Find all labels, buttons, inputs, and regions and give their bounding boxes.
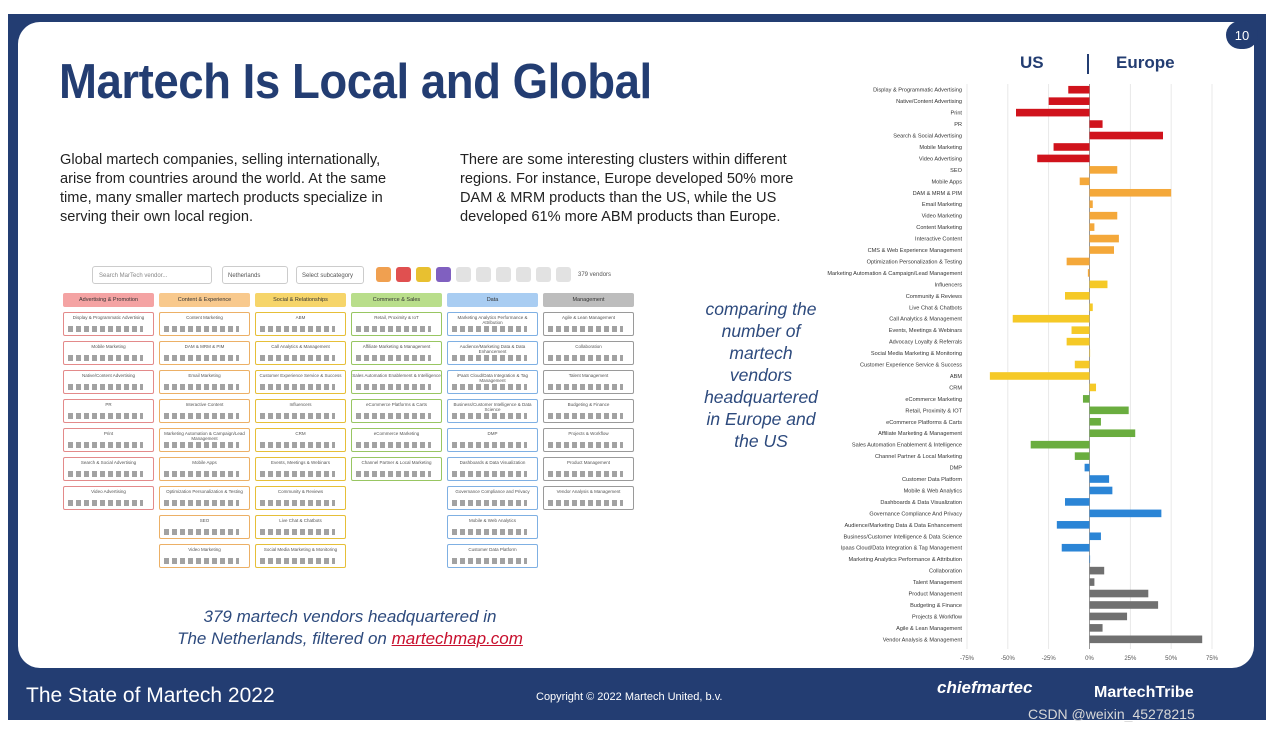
bar bbox=[1072, 326, 1090, 334]
vendor-logos bbox=[452, 529, 527, 535]
grid-view-icon[interactable] bbox=[436, 267, 451, 282]
bar bbox=[1090, 475, 1110, 483]
zoom-reset-icon[interactable] bbox=[496, 267, 511, 282]
vendor-logos bbox=[452, 558, 527, 564]
map-column bbox=[63, 293, 154, 510]
map-category-box[interactable] bbox=[255, 486, 346, 510]
category-label: Community & Reviews bbox=[905, 293, 962, 300]
map-category-box[interactable] bbox=[255, 341, 346, 365]
map-category-box[interactable] bbox=[255, 457, 346, 481]
map-category-box[interactable] bbox=[447, 312, 538, 336]
bar bbox=[1049, 97, 1090, 105]
vendor-logos bbox=[548, 384, 623, 390]
category-label: Advocacy Loyalty & Referrals bbox=[888, 339, 962, 346]
bar bbox=[990, 372, 1090, 380]
bar bbox=[1090, 407, 1129, 415]
vendor-logos bbox=[68, 413, 143, 419]
category-label: Interactive Content bbox=[915, 236, 962, 243]
bar bbox=[1090, 578, 1095, 586]
vendor-logos bbox=[68, 326, 143, 332]
vendor-logos bbox=[260, 326, 335, 332]
help-icon[interactable] bbox=[516, 267, 531, 282]
map-category-box[interactable] bbox=[351, 370, 442, 394]
map-category-label: Sales Automation Enablement & Intelligence bbox=[352, 373, 441, 378]
category-label: Content Marketing bbox=[916, 225, 962, 232]
vendor-logos bbox=[356, 355, 431, 361]
vendor-logos bbox=[260, 442, 335, 448]
map-category-label: Vendor Analysis & Management bbox=[556, 489, 621, 494]
page-number-badge: 10 bbox=[1226, 21, 1258, 49]
bar bbox=[1090, 281, 1108, 289]
map-category-label: Retail, Proximity & IoT bbox=[374, 315, 419, 320]
map-category-label: Governance Compliance and Privacy bbox=[455, 489, 530, 494]
map-category-label: SEO bbox=[199, 518, 210, 523]
x-tick-label: -75% bbox=[959, 656, 975, 660]
bar bbox=[1013, 315, 1090, 323]
map-category-label: Print bbox=[103, 431, 114, 436]
map-category-label: Budgeting & Finance bbox=[567, 402, 610, 407]
bar bbox=[1090, 418, 1101, 426]
category-label: Social Media Marketing & Monitoring bbox=[870, 351, 962, 358]
map-category-label: Live Chat & Chatbots bbox=[279, 518, 322, 523]
category-label: Display & Programmatic Advertising bbox=[873, 87, 962, 94]
map-category-box[interactable] bbox=[159, 370, 250, 394]
country-select[interactable]: Netherlands bbox=[222, 266, 288, 284]
map-category-box[interactable] bbox=[255, 370, 346, 394]
category-label: eCommerce Marketing bbox=[905, 396, 962, 403]
category-label: Ipaas Cloud/Data Integration & Tag Management bbox=[840, 545, 962, 552]
martechtribe-logo: MartechTribe bbox=[1094, 684, 1194, 701]
list-view-icon[interactable] bbox=[416, 267, 431, 282]
bar bbox=[1075, 452, 1090, 460]
map-column bbox=[543, 293, 634, 510]
vendor-logos bbox=[452, 471, 527, 477]
map-caption bbox=[140, 606, 560, 650]
map-category-label: iPaaS Cloud/Data Integration & Tag Management bbox=[457, 373, 528, 383]
vendor-logos bbox=[356, 471, 431, 477]
category-label: Affiliate Marketing & Management bbox=[878, 431, 962, 438]
map-category-label: Events, Meetings & Webinars bbox=[271, 460, 330, 465]
vendor-logos bbox=[68, 355, 143, 361]
map-category-box[interactable] bbox=[63, 370, 154, 394]
category-label: Live Chat & Chatbots bbox=[909, 305, 962, 312]
bar bbox=[1054, 143, 1090, 151]
x-tick-label: 50% bbox=[1165, 656, 1178, 660]
map-category-box[interactable] bbox=[255, 399, 346, 423]
map-category-box[interactable] bbox=[447, 399, 538, 423]
vendor-logos bbox=[548, 355, 623, 361]
side-note: comparing the number of martech vendors headquartered in Europe and the US bbox=[704, 299, 818, 451]
bar bbox=[1080, 178, 1090, 186]
vendor-logos bbox=[260, 471, 335, 477]
category-label: Agile & Lean Management bbox=[896, 625, 962, 632]
map-category-label: Optimization Personalization & Testing bbox=[166, 489, 243, 494]
map-category-label: Product Management bbox=[566, 460, 611, 465]
category-label: SEO bbox=[950, 167, 962, 174]
watermark: CSDN @weixin_45278215 bbox=[1028, 706, 1195, 722]
map-category-label: eCommerce Platforms & Carts bbox=[365, 402, 427, 407]
map-category-box[interactable] bbox=[255, 544, 346, 568]
category-label: CRM bbox=[949, 385, 962, 392]
map-column bbox=[447, 293, 538, 568]
bar bbox=[1090, 212, 1118, 220]
vendor-logos bbox=[452, 326, 527, 332]
vendor-logos bbox=[68, 384, 143, 390]
map-category-box[interactable] bbox=[447, 370, 538, 394]
map-category-box[interactable] bbox=[447, 515, 538, 539]
vendor-logos bbox=[356, 326, 431, 332]
map-category-label: DAM & MRM & PIM bbox=[184, 344, 225, 349]
bar bbox=[1067, 338, 1090, 346]
category-label: DMP bbox=[949, 465, 962, 472]
map-category-box[interactable] bbox=[543, 341, 634, 365]
map-category-box[interactable] bbox=[159, 428, 250, 452]
vendor-comparison-chart bbox=[780, 78, 1220, 660]
category-label: Video Advertising bbox=[918, 156, 962, 163]
map-category-label: Display & Programmatic Advertising bbox=[72, 315, 145, 320]
martechmap-link[interactable]: martechmap.com bbox=[391, 629, 523, 648]
bar bbox=[1090, 384, 1097, 392]
vendor-logos bbox=[164, 558, 239, 564]
x-tick-label: 0% bbox=[1085, 656, 1094, 660]
bar bbox=[1065, 498, 1090, 506]
bar bbox=[1090, 532, 1101, 540]
map-category-box[interactable] bbox=[255, 428, 346, 452]
vendor-search-input[interactable]: Search MarTech vendor... bbox=[92, 266, 212, 284]
map-column-header[interactable]: Social & Relationships bbox=[255, 293, 346, 307]
map-category-box[interactable] bbox=[63, 486, 154, 510]
map-column bbox=[255, 293, 346, 568]
map-category-box[interactable] bbox=[543, 312, 634, 336]
map-category-box[interactable] bbox=[63, 312, 154, 336]
bar bbox=[1090, 510, 1162, 518]
share-icon[interactable] bbox=[556, 267, 571, 282]
zoom-out-icon[interactable] bbox=[476, 267, 491, 282]
vendor-logos bbox=[452, 442, 527, 448]
map-category-label: eCommerce Marketing bbox=[373, 431, 420, 436]
category-label: Talent Management bbox=[912, 580, 962, 587]
map-column-header[interactable]: Data bbox=[447, 293, 538, 307]
map-category-label: Agile & Lean Management bbox=[561, 315, 616, 320]
map-category-label: Search & Social Advertising bbox=[80, 460, 137, 465]
bar bbox=[1090, 636, 1203, 644]
bar bbox=[1090, 555, 1091, 563]
x-tick-label: 25% bbox=[1124, 656, 1137, 660]
category-label: Dashboards & Data Visualization bbox=[880, 499, 962, 506]
category-label: ABM bbox=[949, 373, 962, 380]
map-category-box[interactable] bbox=[63, 428, 154, 452]
category-label: Retail, Proximity & IOT bbox=[905, 408, 962, 415]
vendor-logos bbox=[164, 355, 239, 361]
bar bbox=[1057, 521, 1090, 529]
map-category-label: Talent Management bbox=[568, 373, 609, 378]
map-category-box[interactable] bbox=[159, 341, 250, 365]
category-label: Sales Automation Enablement & Intelligence bbox=[851, 442, 962, 449]
map-column-header[interactable]: Advertising & Promotion bbox=[63, 293, 154, 307]
bar bbox=[1090, 624, 1103, 632]
map-category-box[interactable] bbox=[351, 312, 442, 336]
map-category-box[interactable] bbox=[351, 428, 442, 452]
map-category-box[interactable] bbox=[543, 370, 634, 394]
bar bbox=[1075, 361, 1090, 369]
map-category-label: Call Analytics & Management bbox=[271, 344, 330, 349]
map-category-box[interactable] bbox=[543, 486, 634, 510]
category-label: Events, Meetings & Webinars bbox=[888, 328, 962, 335]
map-category-box[interactable] bbox=[159, 515, 250, 539]
vendor-logos bbox=[68, 500, 143, 506]
map-category-box[interactable] bbox=[543, 399, 634, 423]
bar bbox=[1090, 613, 1128, 621]
map-column-header[interactable]: Management bbox=[543, 293, 634, 307]
map-column-header[interactable]: Commerce & Sales bbox=[351, 293, 442, 307]
map-category-box[interactable] bbox=[447, 544, 538, 568]
map-category-box[interactable] bbox=[447, 457, 538, 481]
europe-label: Europe bbox=[1116, 53, 1175, 72]
map-category-box[interactable] bbox=[63, 399, 154, 423]
bar bbox=[1090, 246, 1115, 254]
map-category-box[interactable] bbox=[351, 399, 442, 423]
paragraph-left: Global martech companies, selling internationally, arise from countries around the world. At the same time, many smaller martech products specialize in serving their own local region. bbox=[60, 152, 387, 225]
map-category-label: Marketing Analytics Performance & Attribution bbox=[457, 315, 528, 325]
vendor-logos bbox=[548, 471, 623, 477]
bar bbox=[1083, 395, 1090, 403]
martechmap-toolbar bbox=[92, 266, 632, 286]
vendor-logos bbox=[164, 500, 239, 506]
us-label: US bbox=[1020, 53, 1044, 72]
map-category-box[interactable] bbox=[447, 486, 538, 510]
vendor-logos bbox=[164, 384, 239, 390]
vendor-logos bbox=[260, 558, 335, 564]
bar bbox=[1090, 189, 1172, 197]
x-tick-label: -25% bbox=[1041, 656, 1056, 660]
bar bbox=[1090, 235, 1119, 243]
map-column bbox=[351, 293, 442, 481]
map-category-label: Customer Data Platform bbox=[468, 547, 517, 552]
map-category-box[interactable] bbox=[63, 457, 154, 481]
category-label: eCommerce Platforms & Carts bbox=[886, 419, 962, 426]
map-category-label: Social Media Marketing & Monitoring bbox=[263, 547, 338, 552]
vendor-logos bbox=[356, 442, 431, 448]
map-category-label: ABM bbox=[295, 315, 306, 320]
vendor-logos bbox=[260, 413, 335, 419]
map-category-box[interactable] bbox=[159, 312, 250, 336]
x-tick-label: 75% bbox=[1205, 656, 1219, 660]
vendor-logos bbox=[452, 355, 527, 361]
category-label: Email Marketing bbox=[921, 202, 962, 209]
map-caption-line1: 379 martech vendors headquartered in bbox=[203, 607, 497, 626]
vendor-logos bbox=[548, 442, 623, 448]
map-category-box[interactable] bbox=[255, 312, 346, 336]
vendor-logos bbox=[260, 500, 335, 506]
bar bbox=[1065, 292, 1090, 300]
category-label: Channel Partner & Local Marketing bbox=[874, 454, 962, 461]
category-label: Collaboration bbox=[929, 568, 962, 575]
map-category-label: Email Marketing bbox=[188, 373, 221, 378]
vendor-logos bbox=[68, 442, 143, 448]
slide-title: Martech Is Local and Global bbox=[59, 55, 652, 109]
map-category-label: Influencers bbox=[289, 402, 312, 407]
vendor-logos bbox=[548, 413, 623, 419]
map-category-label: Content Marketing bbox=[186, 315, 223, 320]
bar bbox=[1090, 166, 1118, 174]
vendor-logos bbox=[164, 326, 239, 332]
map-category-label: PR bbox=[105, 402, 112, 407]
map-category-box[interactable] bbox=[159, 544, 250, 568]
bar bbox=[1090, 132, 1164, 140]
bar bbox=[1090, 200, 1093, 208]
map-category-label: Video Marketing bbox=[188, 547, 221, 552]
bar bbox=[1031, 441, 1090, 449]
chiefmartec-logo: chiefmartec bbox=[937, 678, 1033, 697]
bar bbox=[1090, 223, 1095, 231]
category-label: Audience/Marketing Data & Data Enhancement bbox=[844, 522, 962, 529]
map-category-box[interactable] bbox=[447, 428, 538, 452]
category-label: Mobile Marketing bbox=[919, 144, 962, 151]
vendor-logos bbox=[260, 384, 335, 390]
vendor-logos bbox=[548, 500, 623, 506]
category-label: PR bbox=[954, 122, 962, 129]
vendor-logos bbox=[356, 384, 431, 390]
vendor-logos bbox=[68, 471, 143, 477]
bar bbox=[1068, 86, 1089, 94]
category-label: Print bbox=[950, 110, 962, 117]
subcategory-select[interactable]: Select subcategory bbox=[296, 266, 364, 284]
map-category-label: Affiliate Marketing & Management bbox=[362, 344, 431, 349]
map-category-label: Mobile & Web Analytics bbox=[469, 518, 516, 523]
map-category-label: Channel Partner & Local Marketing bbox=[361, 460, 432, 465]
vendor-logos bbox=[452, 413, 527, 419]
category-label: Customer Experience Service & Success bbox=[860, 362, 962, 369]
category-label: Business/Customer Intelligence & Data Science bbox=[843, 534, 962, 541]
map-column-header[interactable]: Content & Experience bbox=[159, 293, 250, 307]
x-tick-label: -50% bbox=[1000, 656, 1015, 660]
category-label: Vendor Analysis & Management bbox=[882, 637, 962, 644]
print-icon[interactable] bbox=[536, 267, 551, 282]
category-label: Video Marketing bbox=[921, 213, 962, 220]
footer-title: The State of Martech 2022 bbox=[26, 684, 275, 707]
bar bbox=[1067, 258, 1090, 266]
map-category-box[interactable] bbox=[351, 457, 442, 481]
bar bbox=[1016, 109, 1090, 117]
map-category-box[interactable] bbox=[63, 341, 154, 365]
bar bbox=[1090, 590, 1149, 598]
vendor-logos bbox=[452, 384, 527, 390]
category-label: Search & Social Advertising bbox=[893, 133, 962, 140]
bar bbox=[1090, 303, 1093, 311]
view-icon[interactable] bbox=[376, 267, 391, 282]
vendor-count: 379 vendors bbox=[578, 272, 612, 278]
map-category-box[interactable] bbox=[159, 486, 250, 510]
category-label: Marketing Analytics Performance & Attribution bbox=[848, 557, 962, 564]
map-category-label: Video Advertising bbox=[91, 489, 126, 494]
map-category-label: Projects & Workflow bbox=[568, 431, 609, 436]
category-label: Governance Compliance And Privacy bbox=[869, 511, 962, 518]
vendor-logos bbox=[260, 355, 335, 361]
map-category-label: Mobile Marketing bbox=[91, 344, 126, 349]
color-view-icon[interactable] bbox=[396, 267, 411, 282]
map-category-label: Mobile Apps bbox=[192, 460, 217, 465]
bar bbox=[1090, 429, 1136, 437]
category-label: Mobile Apps bbox=[931, 179, 962, 186]
map-category-label: Audience/Marketing Data & Data Enhancement bbox=[459, 344, 526, 354]
category-label: DAM & MRM & PIM bbox=[912, 190, 962, 197]
map-category-label: Interactive Content bbox=[185, 402, 224, 407]
map-category-box[interactable] bbox=[543, 457, 634, 481]
map-category-label: Customer Experience Service & Success bbox=[259, 373, 342, 378]
map-category-label: Collaboration bbox=[575, 344, 602, 349]
bar bbox=[1037, 155, 1089, 163]
map-category-box[interactable] bbox=[255, 515, 346, 539]
map-category-label: CRM bbox=[295, 431, 306, 436]
bar bbox=[1088, 269, 1090, 277]
category-label: Budgeting & Finance bbox=[910, 602, 962, 609]
footer-copyright: Copyright © 2022 Martech United, b.v. bbox=[536, 691, 723, 703]
map-category-box[interactable] bbox=[543, 428, 634, 452]
map-column bbox=[159, 293, 250, 568]
bar bbox=[1090, 601, 1159, 609]
vendor-logos bbox=[548, 326, 623, 332]
vendor-logos bbox=[260, 529, 335, 535]
bar bbox=[1062, 544, 1090, 552]
map-category-label: Native/Content Advertising bbox=[81, 373, 136, 378]
map-category-box[interactable] bbox=[159, 399, 250, 423]
map-category-box[interactable] bbox=[159, 457, 250, 481]
vendor-logos bbox=[164, 471, 239, 477]
map-category-label: Community & Reviews bbox=[277, 489, 324, 494]
vendor-logos bbox=[452, 500, 527, 506]
category-label: Call Analytics & Management bbox=[889, 316, 962, 323]
category-label: Customer Data Platform bbox=[902, 477, 962, 484]
category-label: Mobile & Web Analytics bbox=[903, 488, 962, 495]
map-caption-line2: The Netherlands, filtered on bbox=[177, 629, 387, 648]
bar bbox=[1090, 120, 1103, 128]
bar bbox=[1090, 567, 1105, 575]
vendor-logos bbox=[356, 413, 431, 419]
zoom-in-icon[interactable] bbox=[456, 267, 471, 282]
paragraph-right: There are some interesting clusters within different regions. For instance, Europe developed 50% more DAM & MRM products than the US, while the US developed 61% more ABM products than Europe. bbox=[460, 152, 794, 225]
category-label: Product Management bbox=[908, 591, 962, 598]
bar bbox=[1090, 487, 1113, 495]
bar bbox=[1090, 349, 1091, 357]
category-label: Marketing Automation & Campaign/Lead Management bbox=[827, 270, 962, 277]
vendor-logos bbox=[164, 529, 239, 535]
category-label: Native/Content Advertising bbox=[896, 99, 962, 106]
vendor-logos bbox=[164, 413, 239, 419]
map-category-label: Business/Customer Intelligence & Data Science bbox=[453, 402, 532, 412]
vendor-logos bbox=[164, 442, 239, 448]
map-category-label: Marketing Automation & Campaign/Lead Management bbox=[164, 431, 245, 441]
map-category-label: DMP bbox=[487, 431, 498, 436]
us-europe-divider bbox=[1087, 54, 1089, 74]
category-label: CMS & Web Experience Management bbox=[867, 248, 962, 255]
map-category-box[interactable] bbox=[351, 341, 442, 365]
category-label: Optimization Personalization & Testing bbox=[866, 259, 962, 266]
category-label: Influencers bbox=[934, 282, 962, 289]
category-label: Projects & Workflow bbox=[912, 614, 962, 621]
map-category-box[interactable] bbox=[447, 341, 538, 365]
map-category-label: Dashboards & Data Visualization bbox=[459, 460, 526, 465]
bar bbox=[1085, 464, 1090, 472]
